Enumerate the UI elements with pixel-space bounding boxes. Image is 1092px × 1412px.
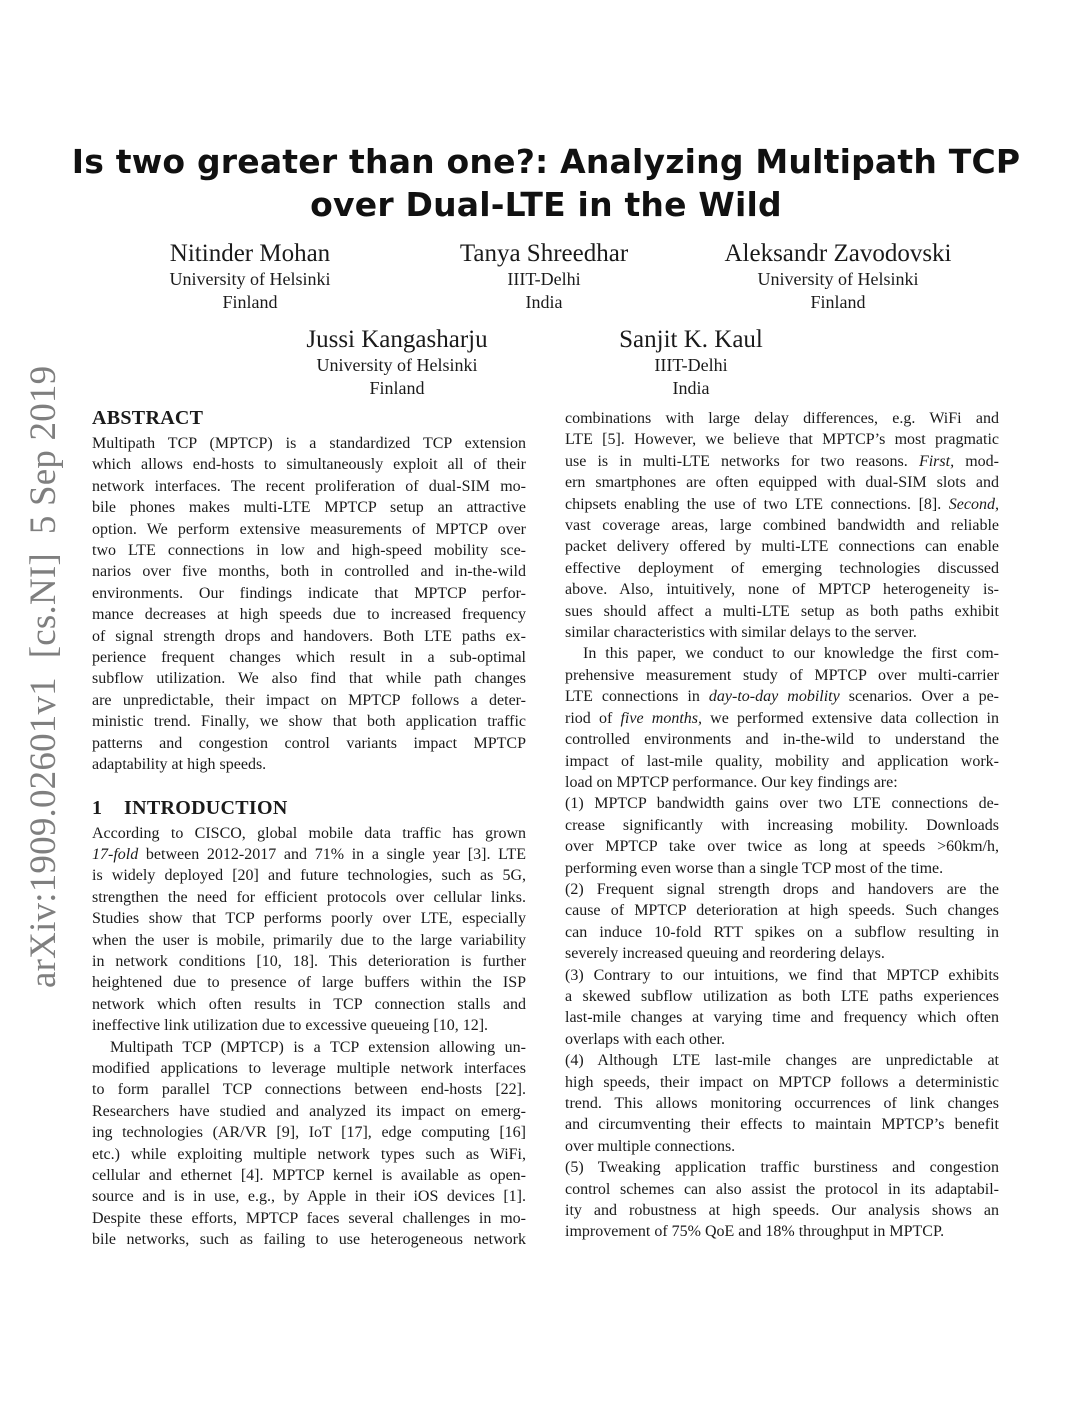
abstract-line: bile phones makes multi-LTE MPTCP setup an attractive xyxy=(92,499,526,517)
right-paragraph-2 xyxy=(565,643,999,793)
author-affiliation: University of Helsinki xyxy=(169,269,331,289)
finding-line: over MPTCP take over twice as long at speeds >60km/h, xyxy=(565,838,999,856)
body-line: According to CISCO, global mobile data traffic has grown xyxy=(92,824,526,842)
body-line: similar characteristics with similar delays to the server. xyxy=(565,624,917,642)
author-name: Tanya Shreedhar xyxy=(459,240,629,267)
finding-line: ity and robustness at high speeds. Our analysis shows an xyxy=(565,1202,999,1220)
body-line: load on MPTCP performance. Our key findings are: xyxy=(565,773,898,791)
body-line: prehensive measurement study of MPTCP over multi-carrier xyxy=(565,666,999,684)
author-name: Nitinder Mohan xyxy=(169,240,331,267)
body-line: source and is in use, e.g., by Apple in their iOS devices [1]. xyxy=(92,1188,526,1206)
body-text: mod- xyxy=(954,452,1000,470)
body-line: ing technologies (AR/VR [9], IoT [17], edge computing [16] xyxy=(92,1124,526,1142)
author-name: Aleksandr Zavodovski xyxy=(724,240,952,267)
body-text: use is in multi-LTE networks for two reasons. xyxy=(565,452,919,470)
body-line: ern smartphones are often equipped with dual-SIM slots and xyxy=(565,474,999,492)
abstract-line: mance decreases at high speeds due to increased frequency xyxy=(92,606,526,624)
finding-line: last-mile changes at varying time and frequency which often xyxy=(565,1009,999,1027)
abstract-body xyxy=(92,433,526,776)
body-line: ineffective link utilization due to excessive queueing [10, 12]. xyxy=(92,1017,489,1035)
author-affiliation: University of Helsinki xyxy=(316,355,478,375)
body-line xyxy=(565,451,999,472)
author-country: Finland xyxy=(369,378,425,398)
abstract-line: narios over five months, both in controlled and in-the-wild xyxy=(92,563,526,581)
finding-2 xyxy=(565,879,999,965)
abstract-line: patterns and congestion control variants impact MPTCP xyxy=(92,734,526,752)
author-country: Finland xyxy=(810,292,866,312)
body-line: Studies show that TCP performs poorly over LTE, especially xyxy=(92,910,526,928)
author-name: Sanjit K. Kaul xyxy=(619,326,763,353)
emphasis: five months, xyxy=(620,709,702,727)
finding-line: (2) Frequent signal strength drops and handovers are the xyxy=(565,880,999,898)
emphasis: day-to-day mobility xyxy=(708,688,840,706)
body-line: vast coverage areas, large combined bandwidth and reliable xyxy=(565,517,999,535)
introduction-heading xyxy=(92,796,526,820)
finding-line: trend. This allows monitoring occurrences of link changes xyxy=(565,1095,999,1112)
body-line xyxy=(92,844,526,865)
author-affiliation: IIIT-Delhi xyxy=(507,269,581,289)
author-country: India xyxy=(672,378,710,398)
body-line: above. Also, intuitively, none of MPTCP heterogeneity is- xyxy=(565,581,999,599)
abstract-line: environments. Our findings indicate that MPTCP perfor- xyxy=(92,584,526,602)
intro-paragraph-1 xyxy=(92,823,526,1037)
body-line: impact of last-mile quality, mobility and application work- xyxy=(565,752,999,770)
body-text: scenarios. Over a pe- xyxy=(839,688,1000,706)
body-line: Researchers have studied and analyzed its impact on emerg- xyxy=(92,1102,526,1120)
author-affiliation: University of Helsinki xyxy=(757,269,919,289)
author-affiliation: IIIT-Delhi xyxy=(654,355,728,375)
finding-line: and circumventing their effects to maintain MPTCP’s benefit xyxy=(565,1116,999,1134)
finding-3 xyxy=(565,965,999,1051)
finding-line: over multiple connections. xyxy=(565,1137,736,1155)
abstract-line: network interfaces. The recent proliferation of dual-SIM mo- xyxy=(92,477,526,495)
body-line: modified applications to leverage multiple network interfaces xyxy=(92,1059,526,1077)
finding-line: cause of MPTCP deterioration at high speeds. Such changes xyxy=(565,902,999,920)
author-name: Jussi Kangasharju xyxy=(306,326,488,353)
body-text: between 2012-2017 and 71% in a single year [3]. LTE xyxy=(138,845,526,863)
finding-line: severely increased queuing and reordering delays. xyxy=(565,945,885,963)
body-text: chipsets enabling the use of two LTE connections. [8]. xyxy=(565,495,949,513)
author-country: India xyxy=(525,292,563,312)
body-line: cellular and ethernet [4]. MPTCP kernel is available as open- xyxy=(92,1167,526,1184)
author-block-4 xyxy=(237,326,557,400)
emphasis: Second, xyxy=(948,495,999,513)
body-text: we performed extensive data collection in xyxy=(702,709,1000,727)
body-line xyxy=(565,708,999,729)
finding-line: improvement of 75% QoE and 18% throughput in MPTCP. xyxy=(565,1223,945,1241)
abstract-line: perience frequent changes which result in a sub-optimal xyxy=(92,649,526,667)
right-paragraph-1 xyxy=(565,408,999,643)
paper-title xyxy=(60,140,1032,226)
section-title: INTRODUCTION xyxy=(124,796,288,819)
section-number: 1 xyxy=(92,796,103,819)
body-line: to form parallel TCP connections between end-hosts [22]. xyxy=(92,1081,526,1099)
finding-line: performing even worse than a single TCP most of the time. xyxy=(565,859,944,877)
body-line: packet delivery offered by multi-LTE connections can enable xyxy=(565,538,999,556)
author-country: Finland xyxy=(222,292,278,312)
finding-line: high speeds, their impact on MPTCP follows a deterministic xyxy=(565,1073,999,1091)
emphasis: 17-fold xyxy=(92,845,139,863)
emphasis: First, xyxy=(918,452,955,470)
finding-1 xyxy=(565,793,999,879)
author-block-2 xyxy=(384,240,704,314)
body-line: effective deployment of emerging technologies discussed xyxy=(565,559,999,577)
title-line-2: over Dual-LTE in the Wild xyxy=(310,185,782,224)
intro-paragraph-2 xyxy=(92,1037,526,1251)
finding-line: control schemes can also assist the protocol in its adaptabil- xyxy=(565,1180,999,1198)
finding-4 xyxy=(565,1050,999,1157)
abstract-line: option. We perform extensive measurements of MPTCP over xyxy=(92,520,526,538)
body-line: combinations with large delay differences, e.g. WiFi and xyxy=(565,410,999,427)
body-line: Despite these efforts, MPTCP faces several challenges in mo- xyxy=(92,1209,526,1227)
title-line-1: Is two greater than one?: Analyzing Multipath TCP xyxy=(71,142,1021,181)
author-block-5 xyxy=(531,326,851,400)
arxiv-identifier-stamp: arXiv:1909.02601v1 [cs.NI] 5 Sep 2019 xyxy=(23,365,64,988)
abstract-line: adaptability at high speeds. xyxy=(92,756,267,774)
abstract-line: subflow utilization. We also find that while path changes xyxy=(92,670,526,688)
body-line: when the user is mobile, primarily due to the large variability xyxy=(92,931,526,949)
abstract-heading: ABSTRACT xyxy=(92,407,204,429)
body-line: strengthen the need for efficient protocols over cellular links. xyxy=(92,888,526,906)
finding-line: crease significantly with increasing mobility. Downloads xyxy=(565,816,999,834)
right-column xyxy=(565,408,999,1243)
author-block-3 xyxy=(678,240,998,314)
abstract-line: ministic trend. Finally, we show that both application traffic xyxy=(92,713,526,731)
body-line xyxy=(565,494,999,515)
author-block-1 xyxy=(90,240,410,314)
abstract-line: Multipath TCP (MPTCP) is a standardized TCP extension xyxy=(92,435,526,452)
finding-line: overlaps with each other. xyxy=(565,1030,725,1048)
finding-line: can induce 10-fold RTT spikes on a subflow resulting in xyxy=(565,923,999,941)
finding-line: (3) Contrary to our intuitions, we find that MPTCP exhibits xyxy=(565,966,999,984)
abstract-line: are unpredictable, their impact on MPTCP follows a deter- xyxy=(92,691,526,709)
abstract-line: which allows end-hosts to simultaneously exploit all of their xyxy=(92,456,526,474)
body-line xyxy=(565,686,999,707)
body-text: LTE connections in xyxy=(565,688,709,706)
finding-line: (1) MPTCP bandwidth gains over two LTE connections de- xyxy=(565,795,999,813)
body-line: LTE [5]. However, we believe that MPTCP’s most pragmatic xyxy=(565,431,999,449)
finding-line: (5) Tweaking application traffic burstiness and congestion xyxy=(565,1159,999,1177)
body-line: etc.) while exploiting multiple network types such as WiFi, xyxy=(92,1145,526,1163)
body-line: sues should affect a multi-LTE setup as both paths exhibit xyxy=(565,602,999,620)
body-line: is widely deployed [20] and future technologies, such as 5G, xyxy=(92,867,526,885)
abstract-line: of signal strength drops and handovers. Both LTE paths ex- xyxy=(92,627,526,645)
finding-line: a skewed subflow utilization as both LTE paths experiences xyxy=(565,987,999,1005)
body-line: controlled environments and in-the-wild to understand the xyxy=(565,731,999,749)
left-column xyxy=(92,406,526,1251)
body-line: heightened due to presence of large buffers within the ISP xyxy=(92,974,526,992)
body-line: network which often results in TCP connection stalls and xyxy=(92,995,526,1013)
abstract-line: two LTE connections in low and high-speed mobility sce- xyxy=(92,542,526,560)
finding-line: (4) Although LTE last-mile changes are unpredictable at xyxy=(565,1052,999,1070)
body-line: in network conditions [10, 18]. This deterioration is further xyxy=(92,952,526,970)
body-text: riod of xyxy=(565,709,621,727)
body-line: Multipath TCP (MPTCP) is a TCP extension allowing un- xyxy=(110,1038,526,1056)
finding-5 xyxy=(565,1157,999,1243)
body-line: In this paper, we conduct to our knowledge the first com- xyxy=(583,645,999,663)
body-line: bile networks, such as failing to use heterogeneous network xyxy=(92,1231,526,1249)
